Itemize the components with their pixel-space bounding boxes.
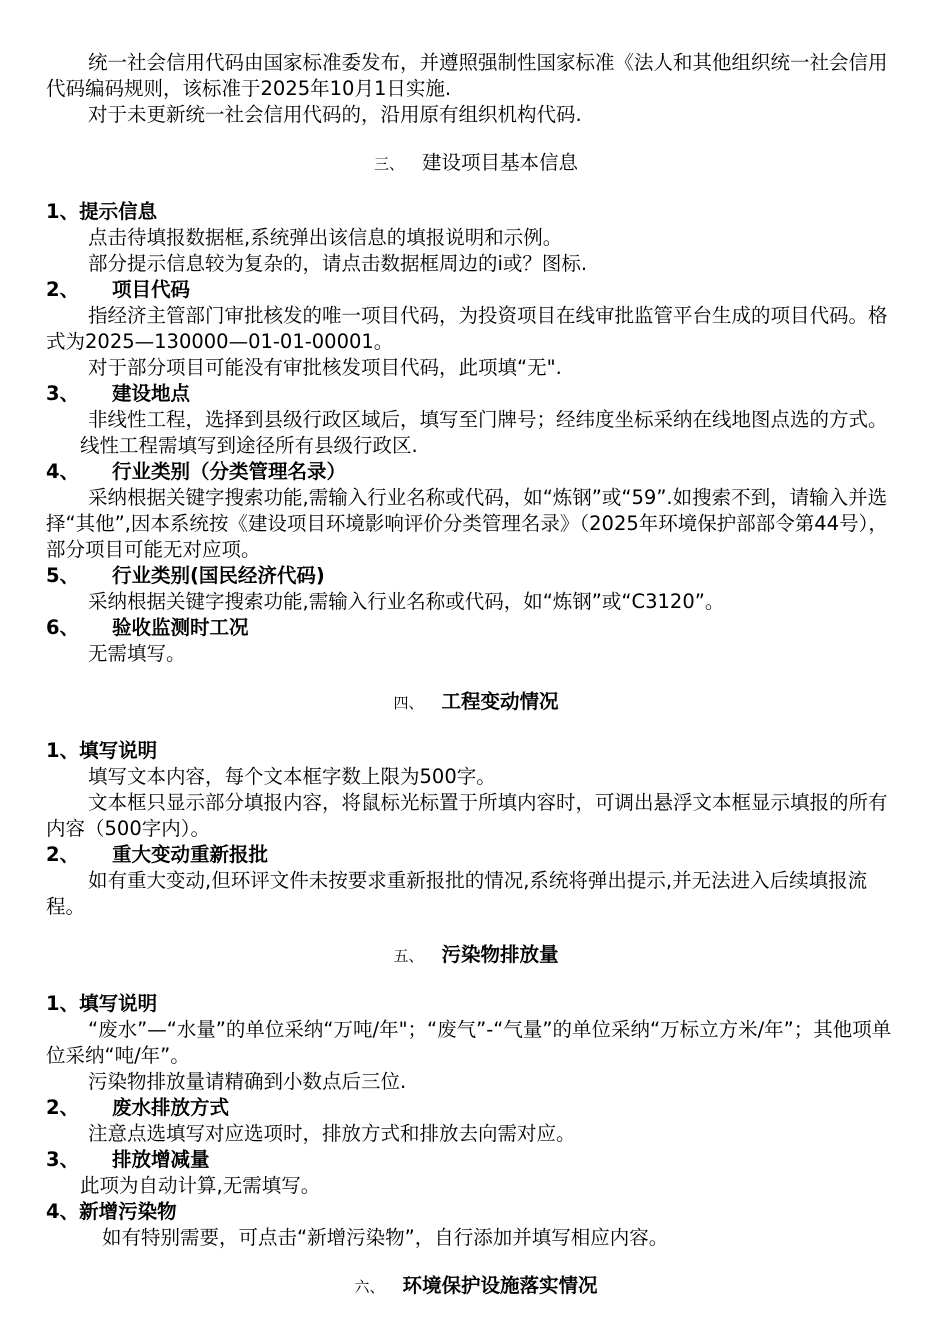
item-heading: 2、 废水排放方式	[46, 1096, 230, 1119]
item-heading: 6、 验收监测时工况	[46, 616, 249, 639]
item-paragraph: 非线性工程，选择到县级行政区域后，填写至门牌号；经纬度坐标采纳在线地图点选的方式。	[88, 408, 888, 431]
item-paragraph: “废水”—“水量”的单位采纳“万吨/年"；“废气”-“气量”的单位采纳“万标立方米/年”；其他项单位采纳“吨/年”。	[46, 1018, 892, 1067]
item-paragraph: 线性工程需填写到途径所有县级行政区.	[80, 434, 418, 457]
section-title-5: 五、 污染物排放量	[393, 943, 559, 966]
item-heading: 1、提示信息	[46, 200, 158, 223]
item-paragraph: 采纳根据关键字搜索功能,需输入行业名称或代码，如“炼钢”或“59”.如搜索不到，请输入并选择“其他”,因本系统按《建设项目环境影响评价分类管理名录》（2025年环境保护部部令第44号），部分项目可能无对应项。	[46, 486, 888, 561]
item-paragraph: 污染物排放量请精确到小数点后三位.	[88, 1070, 407, 1093]
item-paragraph: 填写文本内容，每个文本框字数上限为500字。	[88, 765, 496, 788]
item-heading: 2、 项目代码	[46, 278, 191, 301]
item-paragraph: 部分提示信息较为复杂的，请点击数据框周边的ⅰ或？图标.	[88, 252, 588, 275]
item-heading: 4、 行业类别（分类管理名录）	[46, 460, 347, 483]
item-heading: 1、填写说明	[46, 739, 158, 762]
item-paragraph: 如有特别需要，可点击“新增污染物”，自行添加并填写相应内容。	[102, 1226, 669, 1249]
item-paragraph: 注意点选填写对应选项时，排放方式和排放去向需对应。	[88, 1122, 576, 1145]
item-heading: 4、新增污染物	[46, 1200, 177, 1223]
item-heading: 1、填写说明	[46, 992, 158, 1015]
intro-paragraph: 统一社会信用代码由国家标准委发布，并遵照强制性国家标准《法人和其他组织统一社会信用代码编码规则，该标准于2025年10月1日实施.	[46, 51, 888, 100]
item-heading: 3、 建设地点	[46, 382, 191, 405]
intro-paragraph: 对于未更新统一社会信用代码的，沿用原有组织机构代码.	[88, 103, 582, 126]
item-paragraph: 指经济主管部门审批核发的唯一项目代码，为投资项目在线审批监管平台生成的项目代码。格式为2025—130000—01-01-00001。	[46, 304, 888, 353]
item-heading: 2、 重大变动重新报批	[46, 843, 269, 866]
item-paragraph: 无需填写。	[88, 642, 186, 665]
section-title-4: 四、 工程变动情况	[393, 690, 559, 713]
item-paragraph: 文本框只显示部分填报内容，将鼠标光标置于所填内容时，可调出悬浮文本框显示填报的所有内容（500字内）。	[46, 791, 888, 840]
item-paragraph: 此项为自动计算,无需填写。	[80, 1174, 321, 1197]
item-paragraph: 对于部分项目可能没有审批核发项目代码，此项填“无".	[88, 356, 562, 379]
item-paragraph: 点击待填报数据框,系统弹出该信息的填报说明和示例。	[88, 226, 563, 249]
item-heading: 3、 排放增减量	[46, 1148, 210, 1171]
item-heading: 5、 行业类别(国民经济代码)	[46, 564, 325, 587]
item-paragraph: 如有重大变动,但环评文件未按要求重新报批的情况,系统将弹出提示,并无法进入后续填报流程。	[46, 869, 868, 918]
item-paragraph: 采纳根据关键字搜索功能,需输入行业名称或代码，如“炼钢”或“C3120”。	[88, 590, 725, 613]
section-title-3: 三、 建设项目基本信息	[373, 151, 579, 174]
section-title-6: 六、 环境保护设施落实情况	[354, 1274, 598, 1297]
